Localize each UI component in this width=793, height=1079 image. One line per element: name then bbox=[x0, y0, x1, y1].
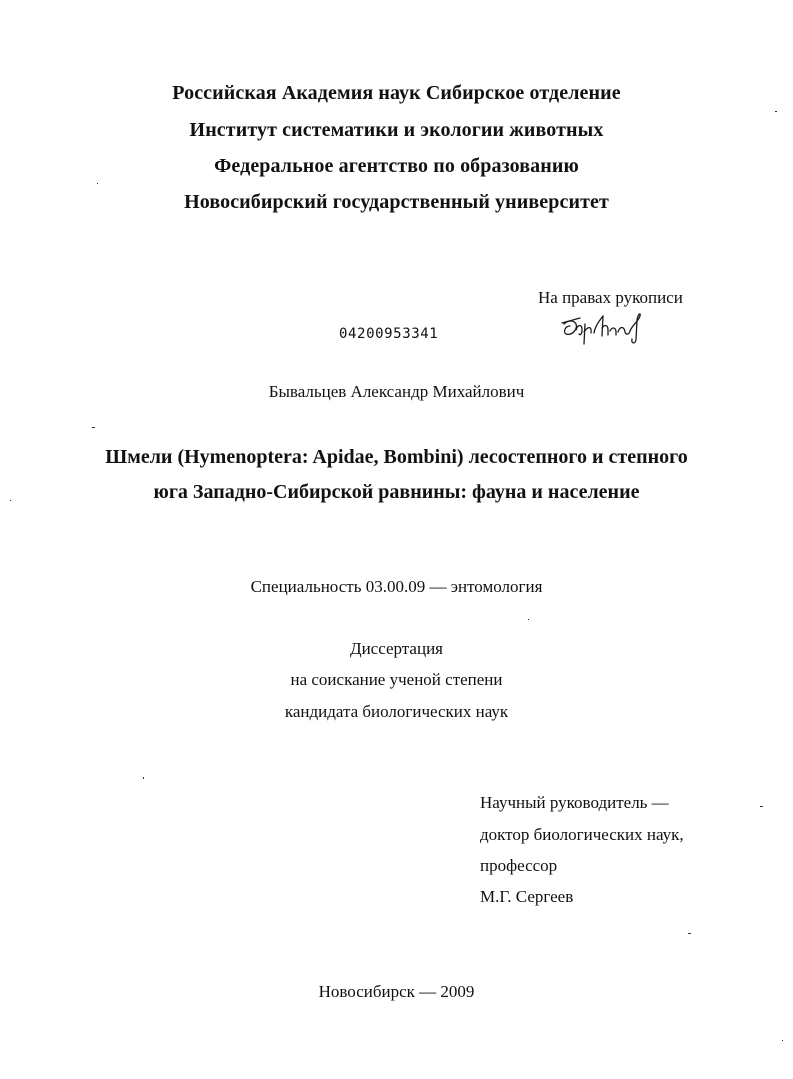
signature-image bbox=[558, 306, 653, 352]
author-name: Бывальцев Александр Михайлович bbox=[268, 382, 525, 401]
institution-line-2: Институт систематики и экологии животных bbox=[189, 119, 604, 141]
scan-speck bbox=[688, 933, 691, 934]
scan-speck bbox=[92, 427, 95, 428]
thesis-purpose: на соискание ученой степени bbox=[290, 670, 503, 689]
scan-speck bbox=[775, 111, 777, 112]
thesis-title-line-2: юга Западно-Сибирской равнины: фауна и население bbox=[153, 481, 640, 503]
institution-line-4: Новосибирский государственный университет bbox=[184, 191, 609, 213]
institution-line-1: Российская Академия наук Сибирское отделение bbox=[172, 82, 621, 104]
manuscript-note: На правах рукописи bbox=[538, 288, 683, 307]
scan-speck bbox=[10, 500, 11, 501]
supervisor-name: М.Г. Сергеев bbox=[480, 887, 574, 906]
supervisor-role: Научный руководитель — bbox=[480, 793, 669, 812]
specialty: Специальность 03.00.09 — энтомология bbox=[250, 577, 543, 596]
scan-speck bbox=[143, 777, 144, 779]
thesis-degree: кандидата биологических наук bbox=[284, 702, 509, 721]
scan-speck bbox=[760, 806, 763, 807]
thesis-title-line-1: Шмели (Hymenoptera: Apidae, Bombini) лесостепного и степного bbox=[105, 446, 688, 468]
scan-speck bbox=[782, 1040, 783, 1041]
city-year: Новосибирск — 2009 bbox=[318, 982, 475, 1001]
scan-speck bbox=[528, 619, 529, 620]
thesis-type: Диссертация bbox=[349, 639, 443, 658]
supervisor-degree: доктор биологических наук, bbox=[480, 825, 684, 844]
supervisor-title: профессор bbox=[480, 856, 558, 875]
institution-line-3: Федеральное агентство по образованию bbox=[214, 155, 579, 177]
catalog-number: 04200953341 bbox=[339, 326, 439, 342]
scan-speck bbox=[97, 183, 98, 184]
